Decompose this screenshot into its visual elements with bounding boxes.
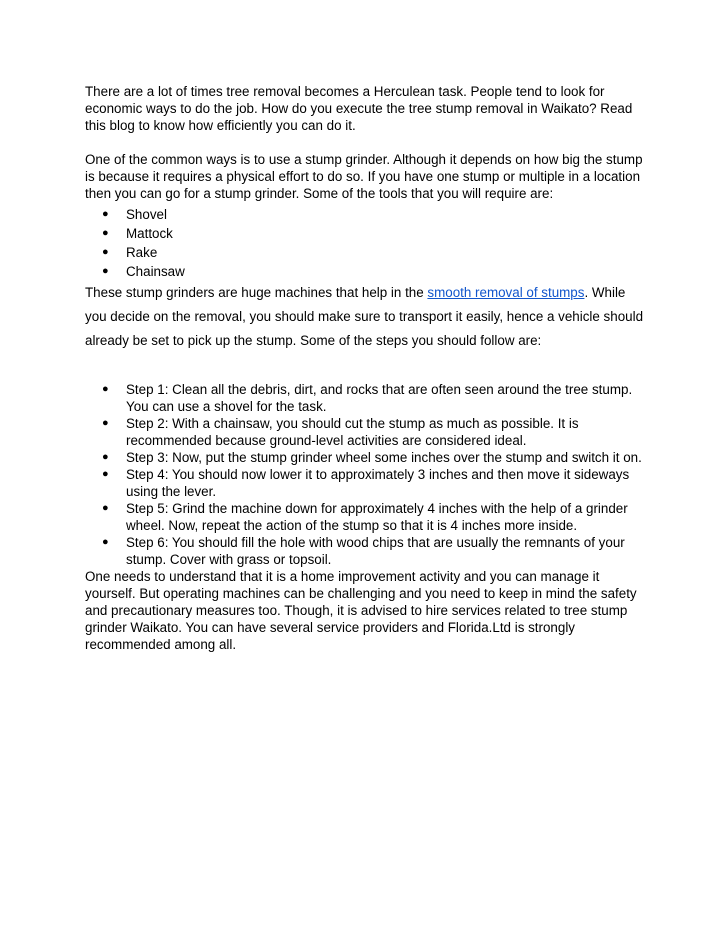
- machines-paragraph: [85, 281, 645, 353]
- bullet-icon: ●: [102, 227, 109, 239]
- list-item: [85, 415, 645, 449]
- document-page: [85, 83, 645, 653]
- step-text: Step 5: Grind the machine down for approximately 4 inches with the help of a grinder wheel. Now, repeat the action of the stump so that it is 4 inches more inside.: [126, 501, 628, 533]
- step-text: Step 2: With a chainsaw, you should cut the stump as much as possible. It is recommended because ground-level activities are considered ideal.: [126, 416, 579, 448]
- tool-label: Mattock: [126, 226, 173, 241]
- bullet-icon: ●: [102, 502, 109, 514]
- stump-grinder-paragraph: One of the common ways is to use a stump grinder. Although it depends on how big the stump is because it requires a physical effort to do so. If you have one stump or multiple in a location then you can go for a stump grinder. Some of the tools that you will require are:: [85, 152, 643, 201]
- list-item: [85, 205, 645, 224]
- tools-list: [85, 205, 645, 281]
- machines-text-before: These stump grinders are huge machines that help in the: [85, 285, 428, 300]
- list-item: [85, 224, 645, 243]
- tool-label: Chainsaw: [126, 264, 185, 279]
- bullet-icon: ●: [102, 265, 109, 277]
- smooth-removal-link[interactable]: smooth removal of stumps: [427, 285, 585, 300]
- bullet-icon: ●: [102, 468, 109, 480]
- tool-label: Shovel: [126, 207, 167, 222]
- list-item: [85, 243, 645, 262]
- bullet-icon: ●: [102, 451, 109, 463]
- step-text: Step 6: You should fill the hole with wood chips that are usually the remnants of your stump. Cover with grass or topsoil.: [126, 535, 625, 567]
- step-text: Step 1: Clean all the debris, dirt, and rocks that are often seen around the tree stump. You can use a shovel for the task.: [126, 382, 633, 414]
- conclusion-paragraph: One needs to understand that it is a home improvement activity and you can manage it yourself. But operating machines can be challenging and you need to keep in mind the safety and precautionary measures too. Though, it is advised to hire services related to tree stump grinder Waikato. You can have several service providers and Florida.Ltd is strongly recommended among all.: [85, 569, 637, 652]
- intro-paragraph: There are a lot of times tree removal becomes a Herculean task. People tend to look for economic ways to do the job. How do you execute the tree stump removal in Waikato? Read this blog to know how efficiently you can do it.: [85, 84, 633, 133]
- list-item: [85, 500, 645, 534]
- bullet-icon: ●: [102, 208, 109, 220]
- machines-text-after: . While you decide on the removal, you should make sure to transport it easily, hence a vehicle should already be set to pick up the stump. Some of the steps you should follow are:: [85, 285, 644, 348]
- list-item: [85, 381, 645, 415]
- list-item: [85, 466, 645, 500]
- steps-list: [85, 381, 645, 568]
- bullet-icon: ●: [102, 246, 109, 258]
- tool-label: Rake: [126, 245, 158, 260]
- list-item: [85, 449, 645, 466]
- step-text: Step 4: You should now lower it to approximately 3 inches and then move it sideways using the lever.: [126, 467, 630, 499]
- list-item: [85, 534, 645, 568]
- bullet-icon: ●: [102, 536, 109, 548]
- list-item: [85, 262, 645, 281]
- bullet-icon: ●: [102, 417, 109, 429]
- bullet-icon: ●: [102, 383, 109, 395]
- step-text: Step 3: Now, put the stump grinder wheel some inches over the stump and switch it on.: [126, 450, 642, 465]
